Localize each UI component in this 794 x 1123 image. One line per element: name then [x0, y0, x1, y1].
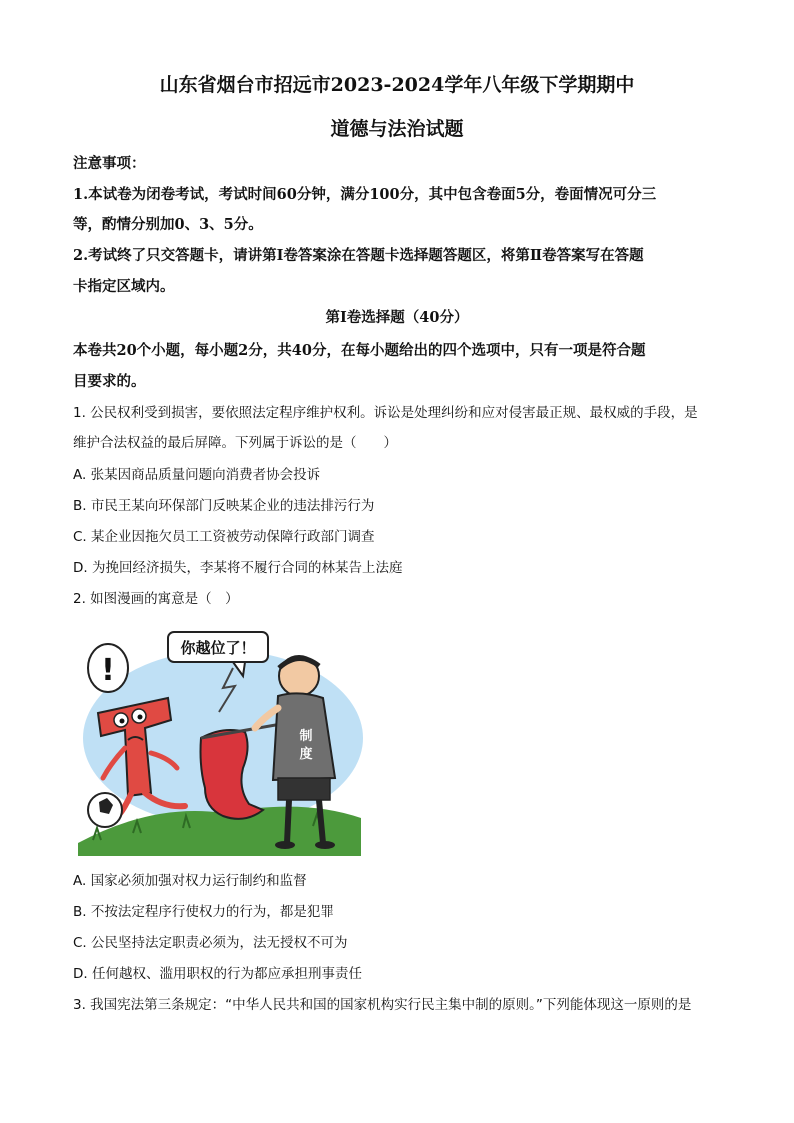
notice-item-1-cont: 等，酌情分别加0、3、5分。 [73, 216, 263, 233]
question-1-option-b: B. 市民王某向环保部门反映某企业的违法排污行为 [73, 498, 375, 514]
shirt-text-2: 度 [299, 747, 313, 762]
question-1-option-a: A. 张某因商品质量问题向消费者协会投诉 [73, 467, 321, 483]
question-2-option-c: C. 公民坚持法定职责必须为，法无授权不可为 [73, 935, 348, 951]
section-intro: 本卷共20个小题，每小题2分，共40分，在每小题给出的四个选项中，只有一项是符合题 [73, 342, 646, 359]
section-title: 第Ⅰ卷选择题（40分） [325, 309, 469, 326]
question-2-option-a: A. 国家必须加强对权力运行制约和监督 [73, 873, 307, 889]
question-1-stem-cont: 维护合法权益的最后屏障。下列属于诉讼的是（ ） [73, 435, 397, 451]
question-2-option-b: B. 不按法定程序行使权力的行为，都是犯罪 [73, 904, 334, 920]
notice-item-2: 2.考试终了只交答题卡，请讲第Ⅰ卷答案涂在答题卡选择题答题区，将第Ⅱ卷答案写在答题 [73, 247, 644, 264]
section-intro-cont: 目要求的。 [73, 373, 146, 390]
cartoon-illustration [73, 628, 365, 856]
notice-item-2-cont: 卡指定区域内。 [73, 278, 175, 295]
question-2-option-d: D. 任何越权、滥用职权的行为都应承担刑事责任 [73, 966, 362, 982]
exam-title: 山东省烟台市招远市2023-2024学年八年级下学期期中 [159, 74, 635, 96]
question-2-stem: 2. 如图漫画的寓意是（ ） [73, 591, 239, 607]
question-1-option-d: D. 为挽回经济损失，李某将不履行合同的林某告上法庭 [73, 560, 403, 576]
shirt-text-1: 制 [299, 729, 313, 744]
question-3-stem: 3. 我国宪法第三条规定：“中华人民共和国的国家机构实行民主集中制的原则。”下列能体现这一原则的是 [73, 997, 692, 1013]
question-1-stem: 1. 公民权利受到损害，要依照法定程序维护权利。诉讼是处理纠纷和应对侵害最正规、最权威的手段，是 [73, 405, 698, 421]
notice-item-1: 1.本试卷为闭卷考试，考试时间60分钟，满分100分，其中包含卷面5分，卷面情况可分三 [73, 186, 657, 203]
notice-heading: 注意事项： [73, 155, 146, 172]
speech-text: 你越位了！ [180, 639, 256, 657]
question-2-cartoon [73, 628, 365, 856]
exam-subject: 道德与法治试题 [330, 118, 464, 140]
question-1-option-c: C. 某企业因拖欠员工工资被劳动保障行政部门调查 [73, 529, 375, 545]
exclamation-mark: ! [101, 653, 115, 688]
